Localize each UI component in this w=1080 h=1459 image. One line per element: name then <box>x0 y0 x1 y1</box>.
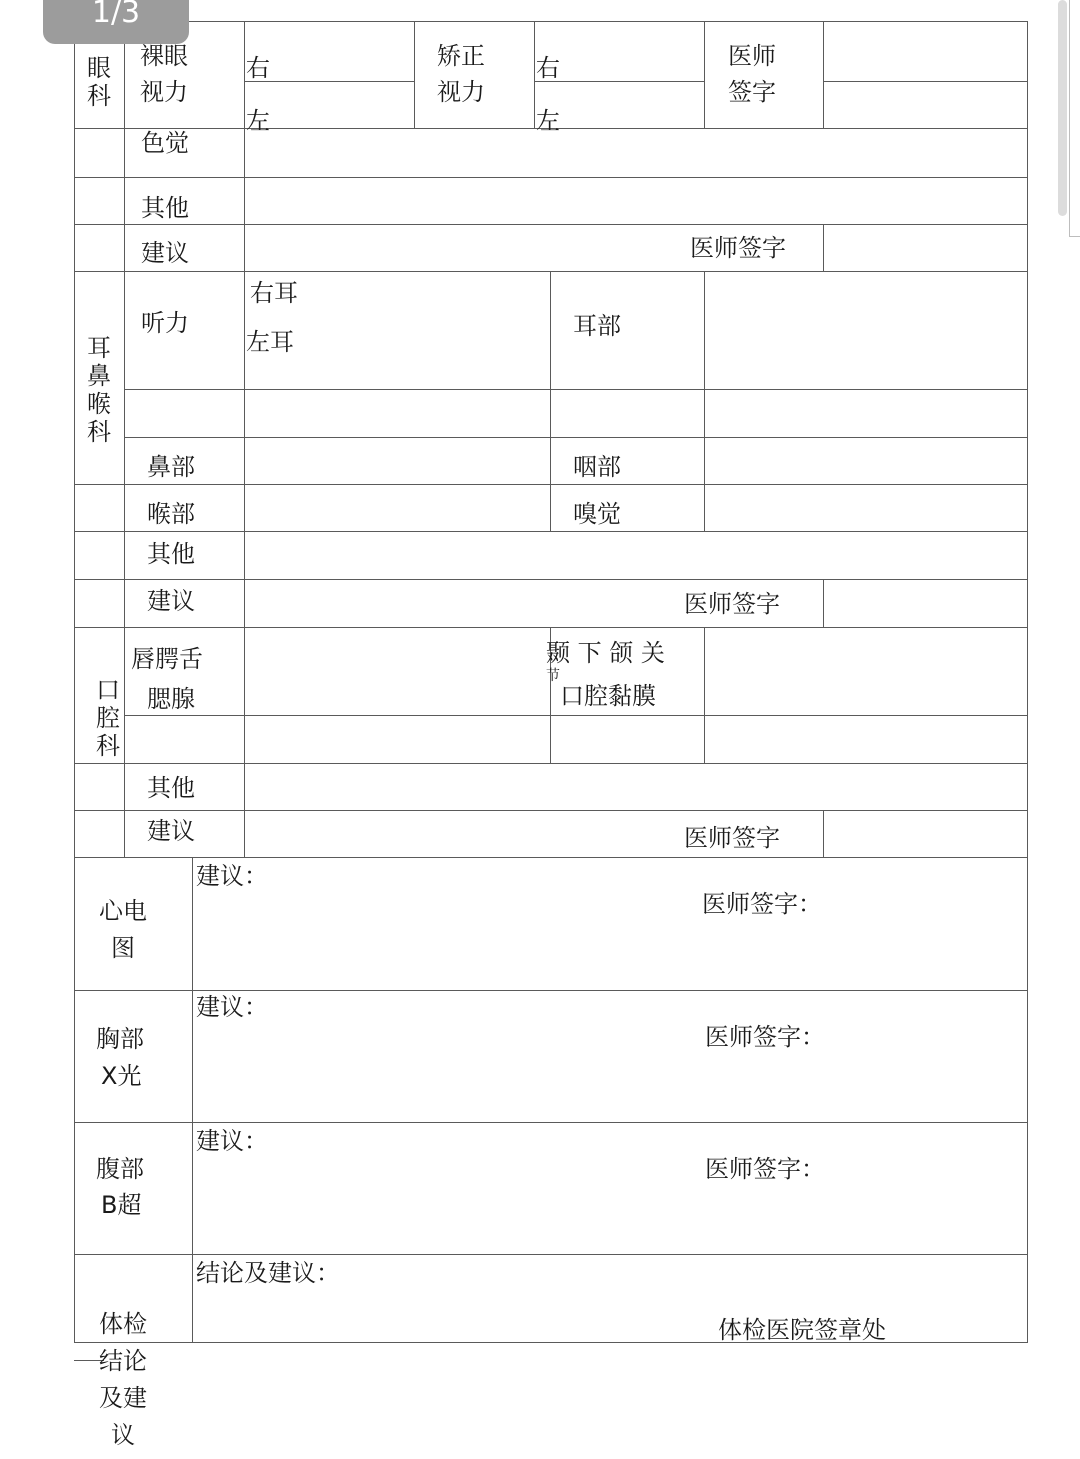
naked-vision-text: 裸眼视力 <box>140 42 188 106</box>
oral-dept-label: 口腔科 <box>96 676 120 760</box>
hearing-label: 听力 <box>141 309 189 337</box>
conclusion-label-text: 体检结论及建议 <box>99 1310 147 1449</box>
ear-label: 耳部 <box>573 312 621 340</box>
grid-line <box>74 271 1028 272</box>
ecg-doctor-sign: 医师签字： <box>702 890 822 918</box>
lips-label: 唇腭舌 <box>131 645 203 673</box>
eye-left-label: 左 <box>246 107 270 135</box>
ultrasound-doctor-sign: 医师签字： <box>705 1155 825 1183</box>
eye-doctor-sign-top-text: 医师签字 <box>728 42 776 106</box>
corrected-right-label: 右 <box>536 54 560 82</box>
ent-dept-label: 耳鼻喉科 <box>87 334 111 446</box>
mucosa-label: 口腔黏膜 <box>560 682 656 710</box>
eye-other-label: 其他 <box>141 194 189 222</box>
grid-line <box>823 21 824 129</box>
ecg-label-text: 心电图 <box>99 897 147 962</box>
hospital-stamp-label: 体检医院签章处 <box>718 1316 886 1344</box>
corrected-vision-label <box>437 38 497 110</box>
oral-doctor-sign: 医师签字 <box>684 824 780 852</box>
grid-line <box>74 990 1028 991</box>
grid-line <box>550 271 551 532</box>
grid-line <box>823 224 824 272</box>
xray-label-2: X光 <box>101 1062 142 1090</box>
scrollbar-thumb[interactable] <box>1058 0 1067 216</box>
ultrasound-label-1: 腹部 <box>96 1155 144 1183</box>
grid-line <box>74 579 1028 580</box>
grid-line <box>74 857 1028 858</box>
smell-label: 嗅觉 <box>573 500 621 528</box>
grid-line <box>823 810 824 858</box>
grid-line <box>704 271 705 532</box>
grid-line <box>124 389 1028 390</box>
grid-line <box>74 177 1028 178</box>
ecg-label <box>96 893 150 967</box>
corrected-vision-text: 矫正视力 <box>437 42 485 106</box>
grid-line <box>74 1122 1028 1123</box>
ent-doctor-sign: 医师签字 <box>684 590 780 618</box>
eye-right-label: 右 <box>246 54 270 82</box>
xray-advice: 建议： <box>196 993 268 1021</box>
ent-other-label: 其他 <box>147 540 195 568</box>
oral-advice-label: 建议 <box>147 817 195 845</box>
nose-label: 鼻部 <box>147 453 195 481</box>
ultrasound-label-2: B超 <box>101 1191 142 1219</box>
grid-line <box>1027 21 1028 1343</box>
grid-line <box>74 627 1028 628</box>
eye-doctor-sign: 医师签字 <box>690 234 786 262</box>
xray-label-1: 胸部 <box>96 1025 144 1053</box>
grid-line <box>124 715 1028 716</box>
grid-line <box>74 1254 1028 1255</box>
xray-doctor-sign: 医师签字： <box>705 1023 825 1051</box>
page-indicator[interactable]: 1/3 <box>43 0 189 44</box>
grid-line <box>124 21 125 858</box>
eye-advice-label: 建议 <box>141 239 189 267</box>
eye-doctor-sign-top <box>728 38 788 110</box>
naked-vision-label <box>140 38 200 110</box>
color-vision-label: 色觉 <box>141 129 189 157</box>
pharynx-label: 咽部 <box>573 453 621 481</box>
ecg-advice: 建议： <box>196 862 268 890</box>
grid-line <box>74 810 1028 811</box>
ultrasound-advice: 建议： <box>196 1127 268 1155</box>
ent-advice-label: 建议 <box>147 587 195 615</box>
grid-line <box>74 224 1028 225</box>
larynx-label: 喉部 <box>147 500 195 528</box>
tmj-tail-label: 节 <box>546 668 560 684</box>
grid-line <box>823 81 1028 82</box>
grid-line <box>74 21 75 1343</box>
grid-line <box>704 627 705 764</box>
grid-line <box>823 579 824 628</box>
next-page-edge <box>1069 0 1080 237</box>
grid-line <box>124 437 1028 438</box>
grid-line <box>74 531 1028 532</box>
oral-other-label: 其他 <box>147 774 195 802</box>
right-ear-label: 右耳 <box>250 279 298 307</box>
conclusion-label <box>95 1306 151 1454</box>
grid-line <box>74 484 1028 485</box>
grid-line <box>414 21 415 129</box>
eye-dept-label: 眼科 <box>87 54 111 110</box>
grid-line <box>534 21 535 129</box>
grid-line <box>74 763 1028 764</box>
corrected-left-label: 左 <box>536 107 560 135</box>
grid-line <box>244 21 245 858</box>
grid-line <box>192 857 193 1343</box>
grid-line <box>74 21 1028 22</box>
parotid-label: 腮腺 <box>147 685 195 713</box>
tmj-label: 颞 下 颌 关 <box>546 639 665 667</box>
conclusion-text: 结论及建议： <box>196 1259 340 1287</box>
grid-line <box>704 21 705 129</box>
left-ear-label: 左耳 <box>246 328 294 356</box>
